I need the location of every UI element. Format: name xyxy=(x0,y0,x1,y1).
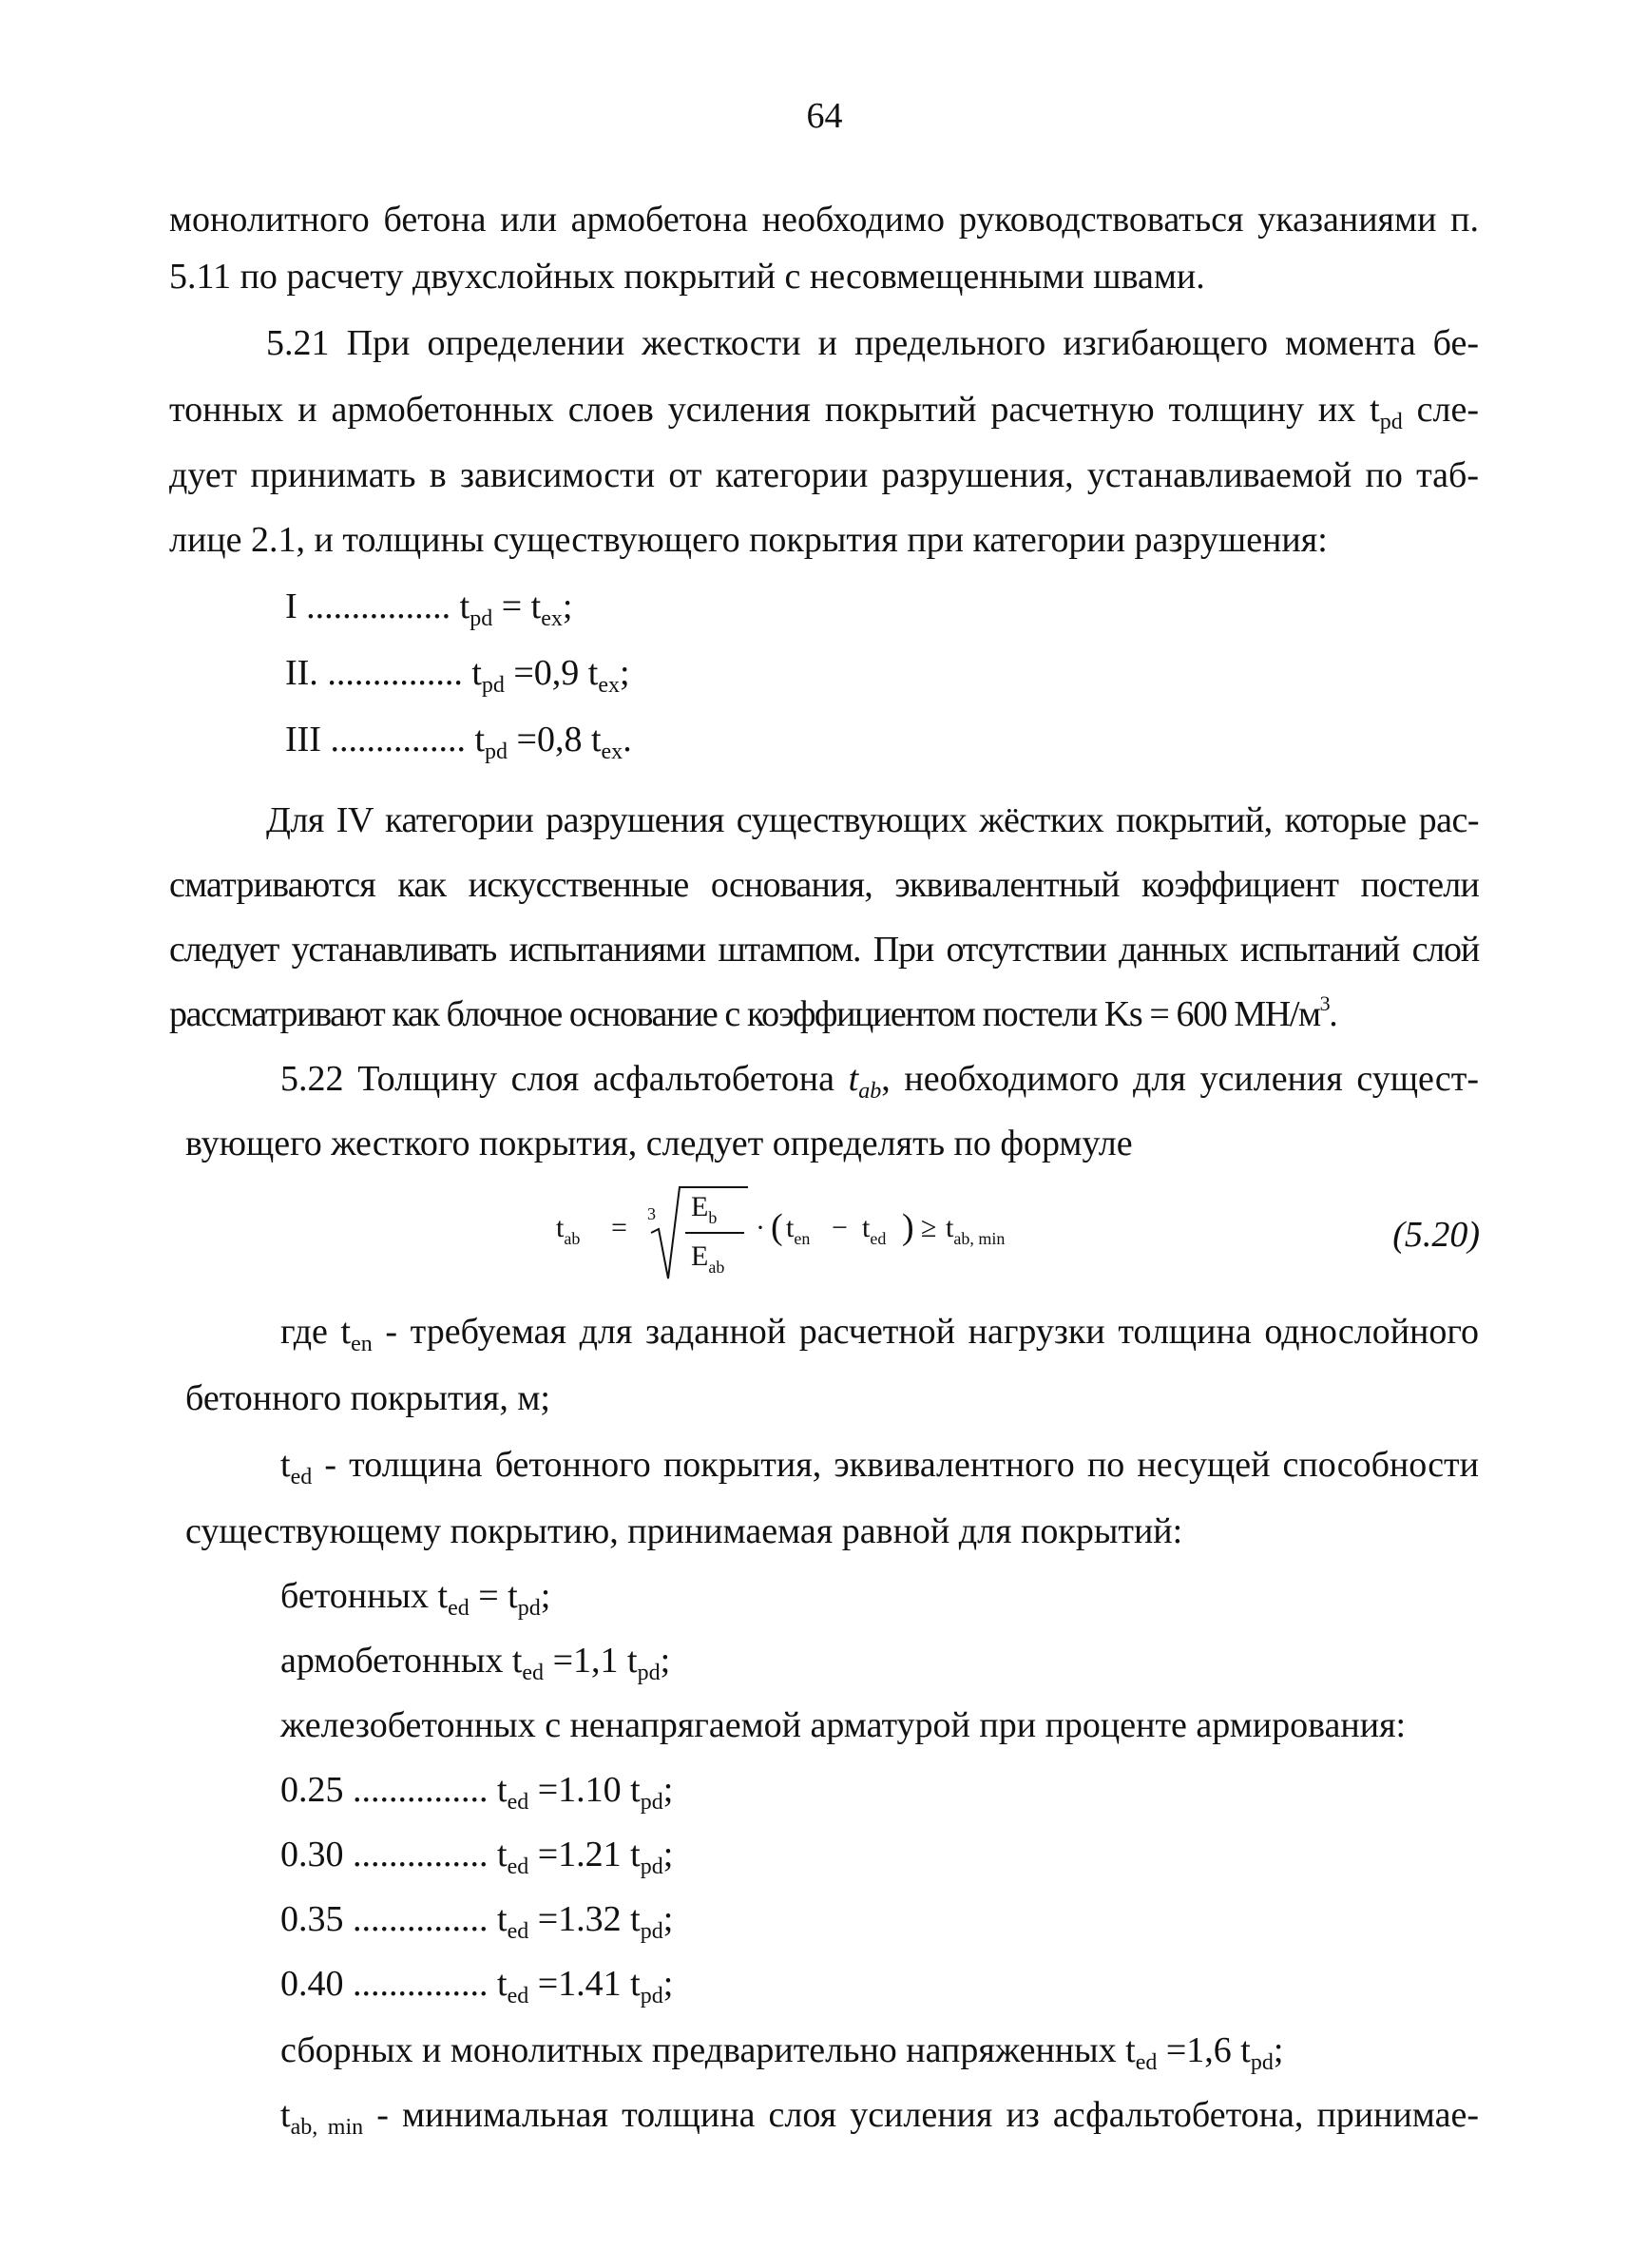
where-line-2: бетонного покрытия, м; xyxy=(185,1378,550,1418)
reinforcement-row: 0.30 ............... $t_{ed} =1.21$ $t_{pd}$; xyxy=(280,1835,674,1879)
intro-line-2: 5.11 по расчету двухслойных покрытий с несовмещенными швами. xyxy=(169,257,1205,297)
formula-numerator: $E_b$ xyxy=(691,1191,718,1227)
reinforcement-row: 0.25 ............... $t_{ed} =1.10$ $t_{pd}$; xyxy=(280,1770,674,1815)
formula-denominator: $E_{ab}$ xyxy=(691,1240,725,1277)
formula-t-ed: $t_{ed}$ xyxy=(862,1212,887,1248)
p521-line-3: дует принимать в зависимости от категории разрушения, устанавливаемой по таб- xyxy=(169,455,1479,495)
intro-line-1: монолитного бетона или армобетона необходимо руководствоваться указаниями п. xyxy=(169,200,1479,240)
where-line-4: существующему покрытию, принимаемая равной для покрытий: xyxy=(185,1511,1183,1551)
where-line-6: армобетонных $t_{ed} =1,1$ $t_{pd}$; xyxy=(280,1641,671,1685)
formula-lhs: $t_{ab}$ xyxy=(556,1212,581,1248)
category-row: I ................ $t_{pd} = t_{ex}$; xyxy=(285,586,573,631)
formula-5-20 xyxy=(556,1183,1031,1293)
where-line-9: $t_{ab, min}$ - минимальная толщина слоя усиления из асфальтобетона, принимае- xyxy=(280,2095,1479,2140)
p521-line-1: 5.21 При определении жесткости и предельного изгибающего момента бе- xyxy=(266,323,1479,363)
where-line-7: железобетонных с ненапрягаемой арматурой при проценте армирования: xyxy=(280,1705,1407,1745)
piv-line-4: рассматривают как блочное основание с коэффициентом постели Ks = 600 $МН/м^3$. xyxy=(169,991,1337,1034)
formula-number: (5.20) xyxy=(1392,1215,1480,1255)
reinforcement-row: 0.35 ............... $t_{ed} =1.32$ $t_{pd}$; xyxy=(280,1899,674,1944)
piv-line-3: следует устанавливать испытаниями штампом. При отсутствии данных испытаний слой xyxy=(169,930,1479,970)
formula-dot: · xyxy=(756,1212,765,1243)
where-line-3: $t_{ed}$ - толщина бетонного покрытия, эквивалентного по несущей способности xyxy=(280,1445,1479,1490)
where-line-8: сборных и монолитных предварительно напряженных $t_{ed} =1,6$ $t_{pd}$; xyxy=(280,2030,1284,2075)
formula-ge: ≥ xyxy=(921,1212,937,1243)
piv-line-2: сматриваются как искусственные основания, эквивалентный коэффициент постели xyxy=(169,865,1479,905)
p522-line-2: вующего жесткого покрытия, следует определять по формуле xyxy=(185,1124,1133,1163)
piv-line-1: Для IV категории разрушения существующих жёстких покрытий, которые рас- xyxy=(266,800,1479,840)
reinforcement-row: 0.40 ............... $t_{ed} =1.41$ $t_{pd}$; xyxy=(280,1964,674,2009)
p521-line-2: тонных и армобетонных слоев усиления покрытий расчетную толщину их $t_{pd}$ сле- xyxy=(169,390,1479,434)
formula-t-abmin: $t_{ab, min}$ xyxy=(946,1212,1006,1248)
formula-paren-close: ) xyxy=(902,1207,914,1247)
where-line-5: бетонных $t_{ed} = t_{pd}$; xyxy=(280,1576,551,1621)
formula-t-en: $t_{en}$ xyxy=(786,1212,811,1248)
p522-line-1: 5.22 Толщину слоя асфальтобетона $t_{ab}$, необходимого для усиления сущест- xyxy=(280,1059,1479,1104)
category-row: II. ............... $t_{pd} =0,9$ $t_{ex}$; xyxy=(285,653,630,698)
formula-paren-open: ( xyxy=(771,1207,783,1247)
category-row: III ............... $t_{pd} =0,8$ $t_{ex}$. xyxy=(285,720,632,764)
formula-root-index: 3 xyxy=(647,1204,656,1223)
formula-minus: − xyxy=(832,1212,848,1243)
formula-equals: = xyxy=(611,1212,627,1243)
page-number: 64 xyxy=(806,96,843,136)
p521-line-4: лице 2.1, и толщины существующего покрытия при категории разрушения: xyxy=(169,520,1328,560)
where-line-1: где $t_{en}$ - требуемая для заданной расчетной нагрузки толщина однослойного xyxy=(280,1312,1480,1356)
